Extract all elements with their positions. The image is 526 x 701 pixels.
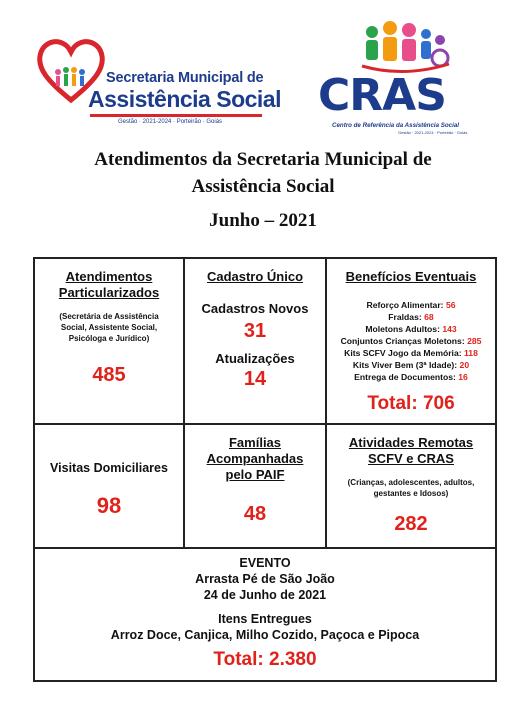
family-icon (354, 18, 454, 78)
remotas-heading-1: Atividades Remotas (348, 435, 474, 450)
visitas-cell (35, 425, 185, 549)
visitas-value: 98 (96, 493, 122, 518)
cadastros-novos-value: 31 (243, 320, 267, 342)
atendimentos-note-2: Social, Assistente Social, (60, 323, 158, 332)
remotas-value: 282 (394, 513, 428, 535)
cadastros-novos-label: Cadastros Novos (201, 301, 309, 316)
beneficios-list (327, 299, 495, 383)
beneficio-item (327, 347, 495, 359)
evento-items: Arroz Doce, Canjica, Milho Cozido, Paçoca e Pipoca (110, 628, 420, 642)
logo-underline (90, 114, 262, 117)
beneficio-item (327, 311, 495, 323)
title-line1: Atendimentos da Secretaria Municipal de (94, 149, 432, 170)
beneficio-value: 118 (463, 348, 478, 358)
atendimentos-heading-1: Atendimentos (65, 269, 153, 284)
atualizacoes-label: Atualizações (215, 351, 295, 366)
beneficio-label: Kits Viver Bem (3ª Idade): (352, 360, 460, 370)
beneficio-value: 68 (424, 312, 434, 322)
beneficio-label: Entrega de Documentos: (354, 372, 459, 382)
familias-heading-3: pelo PAIF (225, 467, 285, 482)
beneficio-item (327, 323, 495, 335)
evento-date: 24 de Junho de 2021 (203, 588, 327, 602)
familias-value: 48 (243, 503, 267, 525)
beneficio-label: Conjuntos Crianças Moletons: (340, 336, 468, 346)
remotas-heading-2: SCFV e CRAS (368, 451, 454, 466)
beneficios-cell (327, 259, 495, 425)
report-grid (33, 257, 497, 682)
atendimentos-note-1: (Secretária de Assistência (59, 312, 159, 321)
beneficio-item (327, 299, 495, 311)
page-title (0, 146, 526, 200)
title-line2: Assistência Social (191, 176, 335, 197)
familias-heading-1: Famílias (228, 435, 282, 450)
beneficio-value: 16 (458, 372, 468, 382)
atualizacoes-value: 14 (243, 368, 267, 390)
atendimentos-cell (35, 259, 185, 425)
remotas-note-1: (Crianças, adolescentes, adultos, (347, 478, 475, 487)
evento-name: Arrasta Pé de São João (195, 572, 335, 586)
beneficio-item (327, 359, 495, 371)
beneficio-value: 56 (445, 300, 456, 310)
logo-left-line2: Assistência Social (88, 86, 281, 112)
evento-total: Total: 2.380 (213, 649, 317, 670)
familias-heading-2: Acompanhadas (206, 451, 304, 466)
cras-gestao: Gestão · 2021-2024 · Porteirão · Goiás (398, 130, 468, 135)
atendimentos-value: 485 (92, 364, 126, 386)
beneficio-label: Moletons Adultos: (365, 324, 443, 334)
cras-wordmark: CRAS (318, 70, 446, 121)
familias-cell (185, 425, 327, 549)
evento-items-label: Itens Entregues (218, 612, 312, 626)
visitas-heading: Visitas Domiciliares (50, 461, 168, 475)
beneficios-total: Total: 706 (367, 393, 455, 414)
secretaria-logo (32, 34, 281, 125)
cras-subtitle: Centro de Referência da Assistência Social (332, 122, 460, 129)
beneficio-item (327, 371, 495, 383)
beneficio-value: 285 (467, 336, 482, 346)
beneficio-label: Reforço Alimentar: (366, 300, 446, 310)
atendimentos-heading-2: Particularizados (58, 285, 160, 300)
logo-left-gestao: Gestão · 2021-2024 · Porteirão · Goiás (118, 119, 223, 125)
evento-label: EVENTO (239, 556, 291, 570)
cadastro-cell (185, 259, 327, 425)
beneficio-value: 20 (459, 360, 470, 370)
remotas-cell (327, 425, 495, 549)
logo-left-line1: Secretaria Municipal de (106, 70, 264, 86)
beneficio-label: Kits SCFV Jogo da Memória: (344, 348, 464, 358)
atendimentos-note-3: Psicóloga e Jurídico) (68, 334, 150, 343)
cras-logo (318, 18, 488, 135)
evento-cell (35, 549, 495, 680)
beneficios-heading: Benefícios Eventuais (345, 269, 477, 284)
beneficio-value: 143 (442, 324, 457, 334)
remotas-note-2: gestantes e Idosos) (373, 489, 449, 498)
report-month: Junho – 2021 (209, 210, 317, 231)
beneficio-item (327, 335, 495, 347)
beneficio-label: Fraldas: (388, 312, 425, 322)
cadastro-heading: Cadastro Único (206, 269, 304, 284)
